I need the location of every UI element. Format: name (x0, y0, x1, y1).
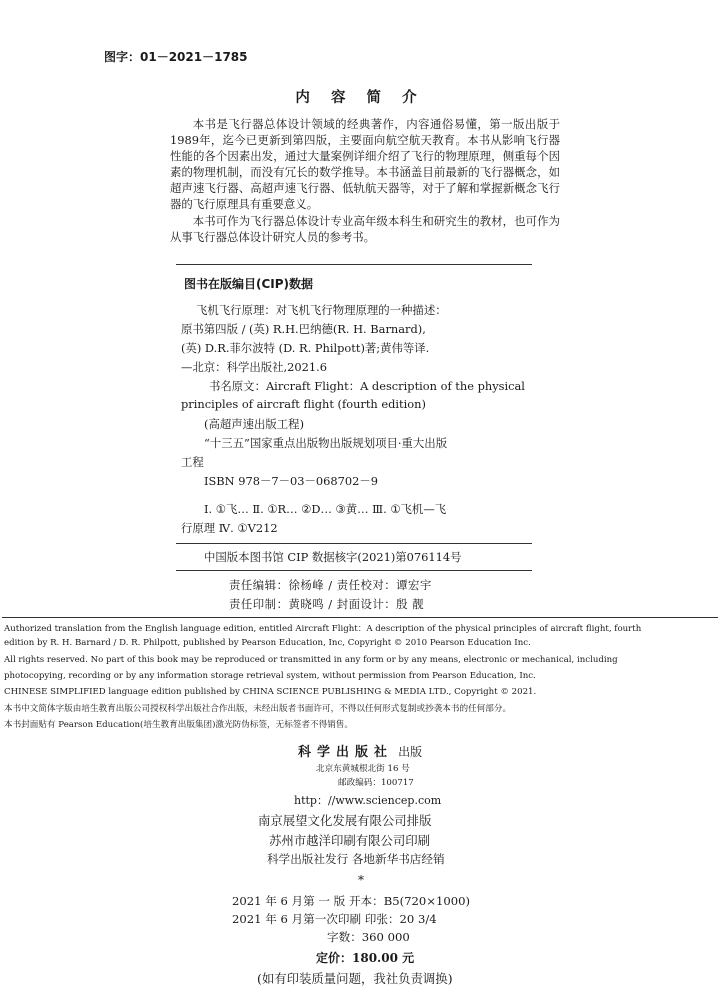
editors-line: 责任印制：黄晓鸣 / 封面设计：殷 靓 (229, 597, 425, 611)
cip-line: (高超声速出版工程) (204, 417, 305, 431)
distribution-info: 科学出版社发行 各地新华书店经销 (267, 852, 445, 866)
cip-line: 飞机飞行原理：对飞机飞行物理原理的一种描述： (196, 303, 447, 317)
publisher-address: 北京东黄城根北街 16 号 (316, 764, 410, 774)
copyright-line: 本书封面贴有 Pearson Education(培生教育出版集团)激光防伪标签，无标签者不得销售。 (4, 720, 353, 730)
word-count: 字数：360 000 (327, 930, 410, 944)
divider (176, 570, 532, 571)
cip-title: 图书在版编目(CIP)数据 (184, 277, 314, 291)
publisher-logo (298, 741, 422, 760)
printing-line: 2021 年 6 月第一次印刷 印张：20 3/4 (232, 912, 437, 926)
intro-paragraph: 本书可作为飞行器总体设计专业高年级本科生和研究生的教材，也可作为从事飞行器总体设计研究人员的参考书。 (170, 213, 560, 244)
typeset-company: 南京展望文化发展有限公司排版 (258, 813, 432, 828)
divider (176, 264, 532, 265)
quality-notice: (如有印装质量问题，我社负责调换) (257, 971, 453, 986)
cip-line: (英) D.R.菲尔波特 (D. R. Philpott)著;黄伟等译. (181, 341, 430, 355)
price: 定价：180.00 元 (316, 951, 415, 965)
copyright-line: Authorized translation from the English language edition, entitled Aircraft Flight：A description of the physical principles of aircraft flight, fourth (4, 624, 642, 634)
divider (176, 543, 532, 544)
cip-line: principles of aircraft flight (fourth edition) (181, 397, 426, 411)
printing-company: 苏州市越洋印刷有限公司印刷 (269, 833, 431, 848)
cip-line: “十三五”国家重点出版物出版规划项目·重大出版 (204, 436, 448, 450)
copyright-line: 本书中文简体字版由培生教育出版公司授权科学出版社合作出版，未经出版者书面许可，不得以任何形式复制或抄袭本书的任何部分。 (4, 704, 512, 714)
divider (2, 617, 718, 618)
publisher-name: 科学出版社 (298, 745, 394, 760)
cip-classification: 行原理 Ⅳ. ①V212 (181, 521, 278, 535)
intro-paragraph: 本书是飞行器总体设计领域的经典著作，内容通俗易懂，第一版出版于1989年，迄今已更新到第四版，主要面向航空航天教育。本书从影响飞行器性能的各个因素出发，通过大量案例详细介绍了飞行的物理原理，侧重每个因素的物理机制，而没有冗长的数学推导。本书涵盖目前最新的飞行器概念，如超声速飞行器、高超声速飞行器、低轨航天器等，对于了解和掌握新概念飞行器的飞行原理具有重要意义。 (170, 117, 560, 212)
registration-number: 图字：01－2021－1785 (104, 50, 248, 64)
publisher-suffix: 出版 (398, 745, 423, 759)
section-title: 内 容 简 介 (295, 90, 425, 106)
copyright-line: All rights reserved. No part of this book may be reproduced or transmitted in any form or by any means, electronic or mechanical, including (4, 655, 618, 665)
cip-check-number: 中国版本图书馆 CIP 数据核字(2021)第076114号 (204, 550, 462, 564)
publisher-postcode: 邮政编码：100717 (338, 778, 414, 788)
cip-line: 原书第四版 / (英) R.H.巴纳德(R. H. Barnard), (181, 322, 426, 336)
publisher-url: http：//www.sciencep.com (294, 794, 442, 807)
editors-line: 责任编辑：徐杨峰 / 责任校对：谭宏宇 (229, 578, 432, 592)
isbn: ISBN 978－7－03－068702－9 (204, 474, 379, 488)
cip-line: 书名原文：Aircraft Flight：A description of the physical (209, 379, 525, 393)
cip-classification: Ⅰ. ①飞… Ⅱ. ①R… ②D… ③黄… Ⅲ. ①飞机—飞 (204, 502, 447, 516)
intro-body (170, 116, 560, 245)
copyright-line: photocopying, recording or by any information storage retrieval system, without permission from Pearson Education, Inc. (4, 671, 536, 681)
edition-line: 2021 年 6 月第 一 版 开本：B5(720×1000) (232, 894, 471, 908)
cip-line: 工程 (181, 455, 204, 469)
copyright-line: CHINESE SIMPLIFIED language edition published by CHINA SCIENCE PUBLISHING & MEDIA LTD., Copyright © 2021. (4, 687, 537, 697)
copyright-line: edition by R. H. Barnard / D. R. Philpott, published by Pearson Education, Inc, Copyright © 2010 Pearson Education Inc. (4, 638, 531, 648)
cip-line: —北京：科学出版社,2021.6 (181, 360, 327, 374)
separator-star: * (358, 873, 364, 887)
